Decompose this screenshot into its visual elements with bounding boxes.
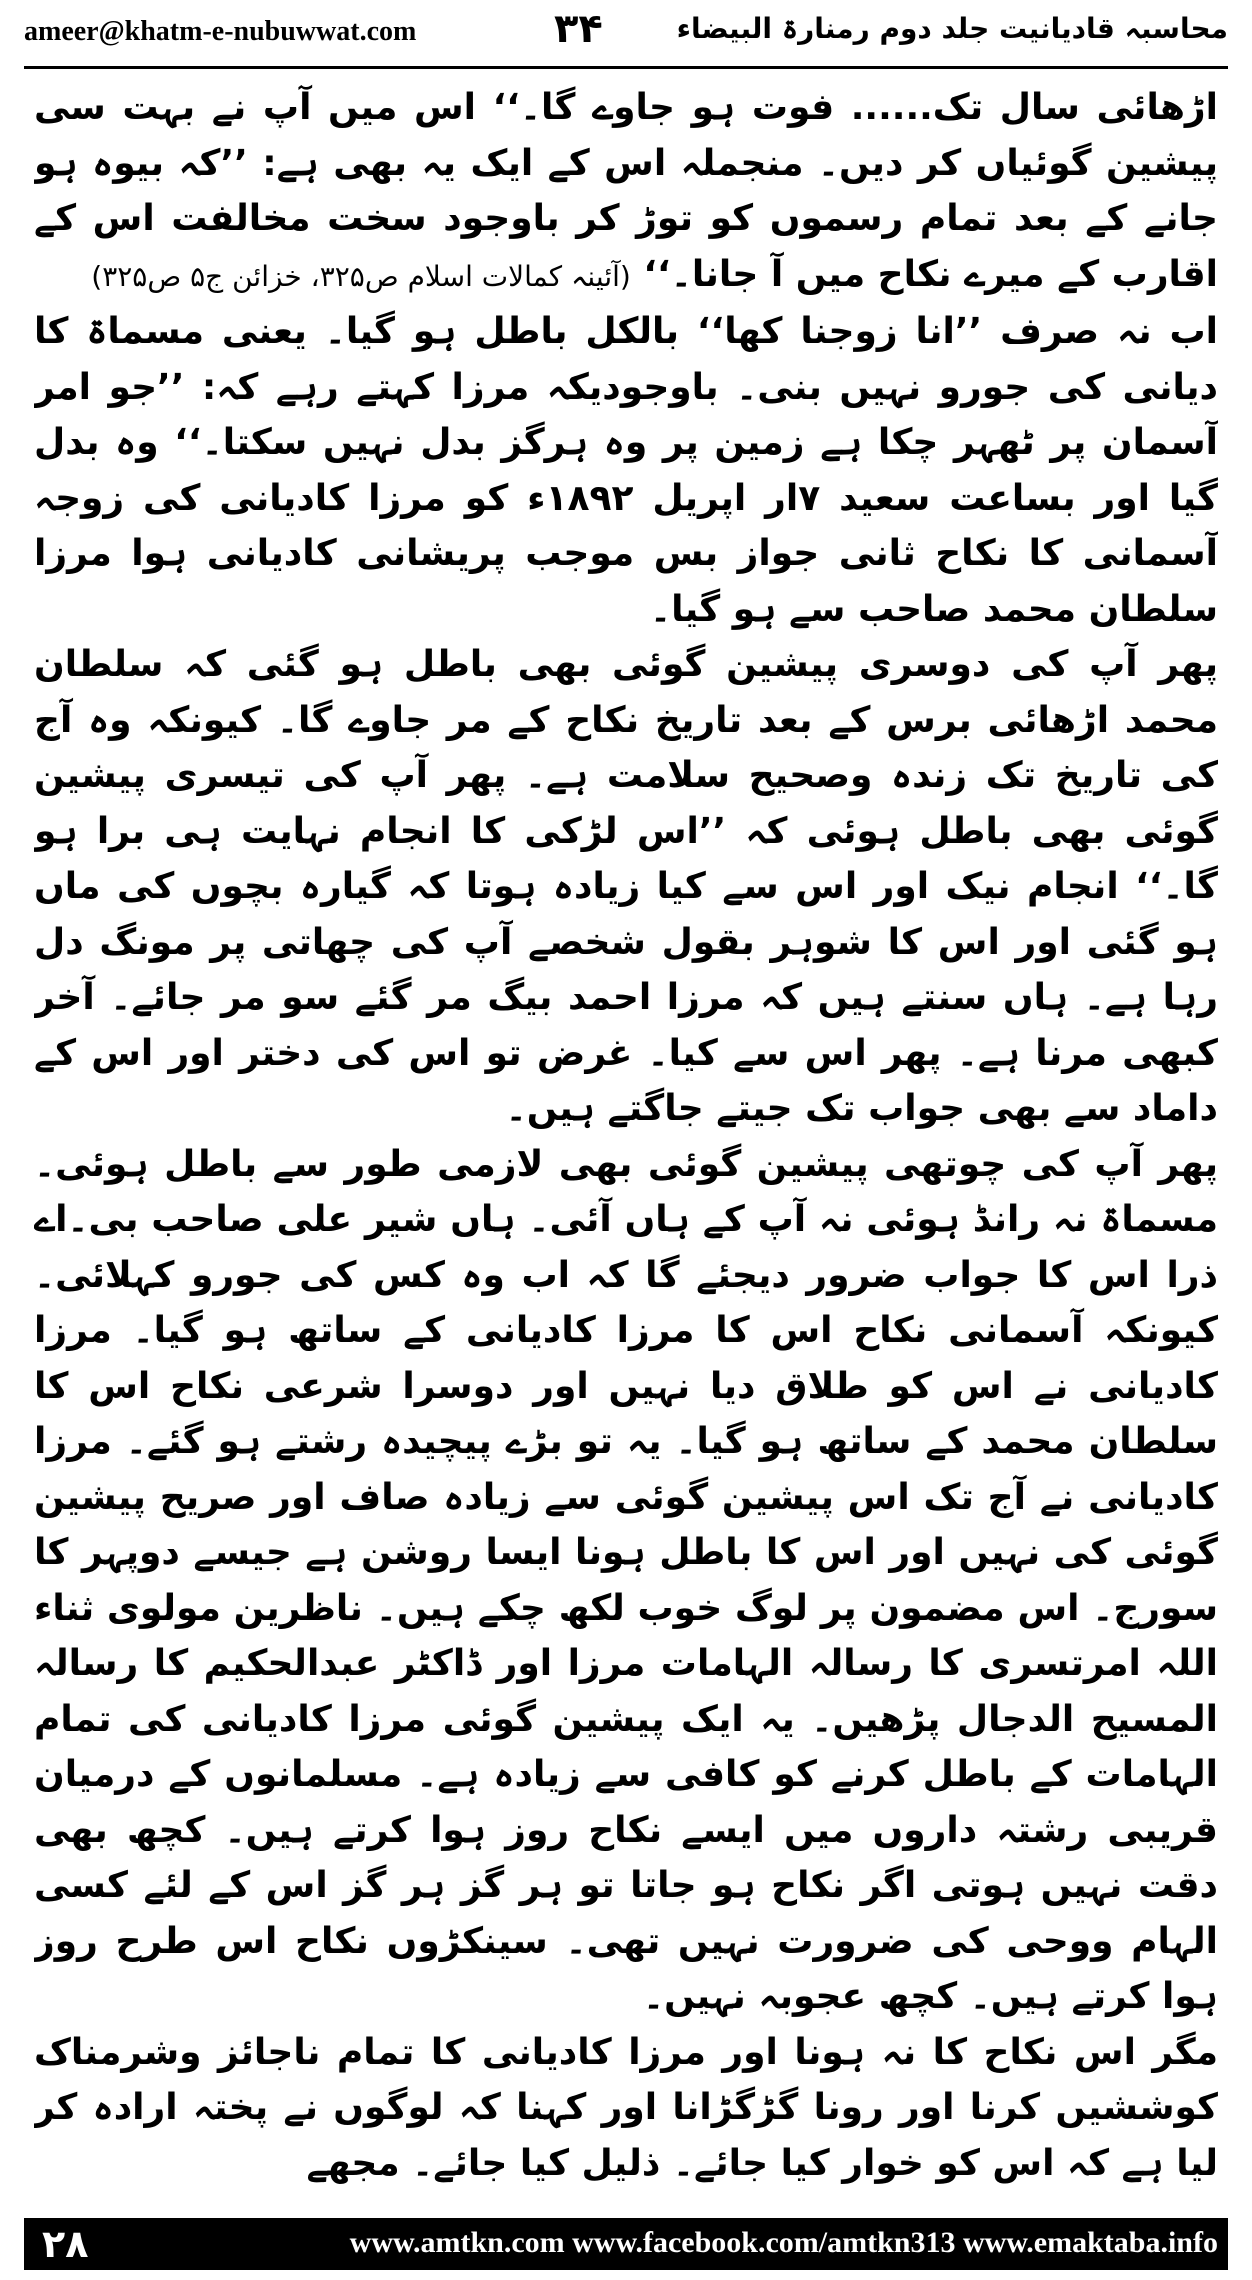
footer-links: www.amtkn.com www.facebook.com/amtkn313 www.emaktaba.info: [349, 2226, 1218, 2259]
header-email: ameer@khatm-e-nubuwwat.com: [24, 16, 417, 47]
reference-citation: (آئینہ کمالات اسلام ص۳۲۵، خزائن ج۵ ص۳۲۵): [91, 259, 631, 293]
paragraph-5: مگر اس نکاح کا نہ ہونا اور مرزا کادیانی کا تمام ناجائز وشرمناک کوششیں کرنا اور رونا گڑگڑانا اور کہنا کہ لوگوں نے پختہ ارادہ کر لیا ہے کہ اس کو خوار کیا جائے۔ ذلیل کیا جائے۔ مجھے: [34, 2031, 1218, 2184]
body-text: [34, 80, 1218, 2185]
header-book-title: محاسبہ قادیانیت جلد دوم رمنارۃ البیضاء: [676, 12, 1228, 45]
header-page-number: ۳۴: [554, 6, 603, 52]
page-footer: [24, 2218, 1228, 2270]
paragraph-1-text: اڑھائی سال تک...... فوت ہو جاوے گا۔‘‘ اس میں آپ نے بہت سی پیشین گوئیاں کر دیں۔ منجملہ اس کے ایک یہ بھی ہے: ’’کہ بیوہ ہو جانے کے بعد تمام رسموں کو توڑ کر باوجود سخت مخالفت اس کے اقارب کے میرے نکاح میں آ جانا۔‘‘: [34, 87, 1218, 295]
paragraph-4: پھر آپ کی چوتھی پیشین گوئی بھی لازمی طور سے باطل ہوئی۔ مسماۃ نہ رانڈ ہوئی نہ آپ کے ہاں آئی۔ ہاں شیر علی صاحب بی۔اے ذرا اس کا جواب ضرور دیجئے گا کہ اب وہ کس کی جورو کہلائی۔ کیونکہ آسمانی نکاح اس کا مرزا کادیانی کے ساتھ ہو گیا۔ مرزا کادیانی نے اس کو طلاق دیا نہیں اور دوسرا شرعی نکاح اس کا سلطان محمد کے ساتھ ہو گیا۔ یہ تو بڑے پیچیدہ رشتے ہو گئے۔ مرزا کادیانی نے آج تک اس پیشین گوئی سے زیادہ صاف اور صریح پیشین گوئی کی نہیں اور اس کا باطل ہونا ایسا روشن ہے جیسے دوپہر کا سورج۔ اس مضمون پر لوگ خوب لکھ چکے ہیں۔ ناظرین مولوی ثناء اللہ امرتسری کا رسالہ الہامات مرزا اور ڈاکٹر عبدالحکیم کا رسالہ المسیح الدجال پڑھیں۔ یہ ایک پیشین گوئی مرزا کادیانی کی تمام الہامات کے باطل کرنے کو کافی سے زیادہ ہے۔ مسلمانوں کے درمیان قریبی رشتہ داروں میں ایسے نکاح روز ہوا کرتے ہیں۔ کچھ بھی دقت نہیں ہوتی اگر نکاح ہو جاتا تو ہر گز ہر گز اس کے لئے کسی الہام ووحی کی ضرورت نہیں تھی۔ سینکڑوں نکاح اس طرح روز ہوا کرتے ہیں۔ کچھ عجوبہ نہیں۔: [34, 1143, 1218, 2017]
page-header: [24, 6, 1228, 60]
header-divider: [24, 66, 1228, 69]
paragraph-3: پھر آپ کی دوسری پیشین گوئی بھی باطل ہو گئی کہ سلطان محمد اڑھائی برس کے بعد تاریخ نکاح کے مر جاوے گا۔ کیونکہ وہ آج کی تاریخ تک زندہ وصحیح سلامت ہے۔ پھر آپ کی تیسری پیشین گوئی بھی باطل ہوئی کہ ’’اس لڑکی کا انجام نہایت ہی برا ہو گا۔‘‘ انجام نیک اور اس سے کیا زیادہ ہوتا کہ گیارہ بچوں کی ماں ہو گئی اور اس کا شوہر بقول شخصے آپ کی چھاتی پر مونگ دل رہا ہے۔ ہاں سنتے ہیں کہ مرزا احمد بیگ مر گئے سو مر جائے۔ آخر کبھی مرنا ہے۔ پھر اس سے کیا۔ غرض تو اس کی دختر اور اس کے داماد سے بھی جواب تک جیتے جاگتے ہیں۔: [34, 644, 1218, 1129]
paragraph-1: [34, 80, 1218, 304]
paragraph-2: اب نہ صرف ’’انا زوجنا کھا‘‘ بالکل باطل ہو گیا۔ یعنی مسماۃ کا دیانی کی جورو نہیں بنی۔ باوجودیکہ مرزا کہتے رہے کہ: ’’جو امر آسمان پر ٹھہر چکا ہے زمین پر وہ ہرگز بدل نہیں سکتا۔‘‘ وہ بدل گیا اور بساعت سعید ۷ار اپریل ۱۸۹۲ء کو مرزا کادیانی کی زوجہ آسمانی کا نکاح ثانی جواز بس موجب پریشانی کادیانی ہوا مرزا سلطان محمد صاحب سے ہو گیا۔: [34, 311, 1218, 630]
footer-page-number: ۲۸: [42, 2222, 89, 2266]
